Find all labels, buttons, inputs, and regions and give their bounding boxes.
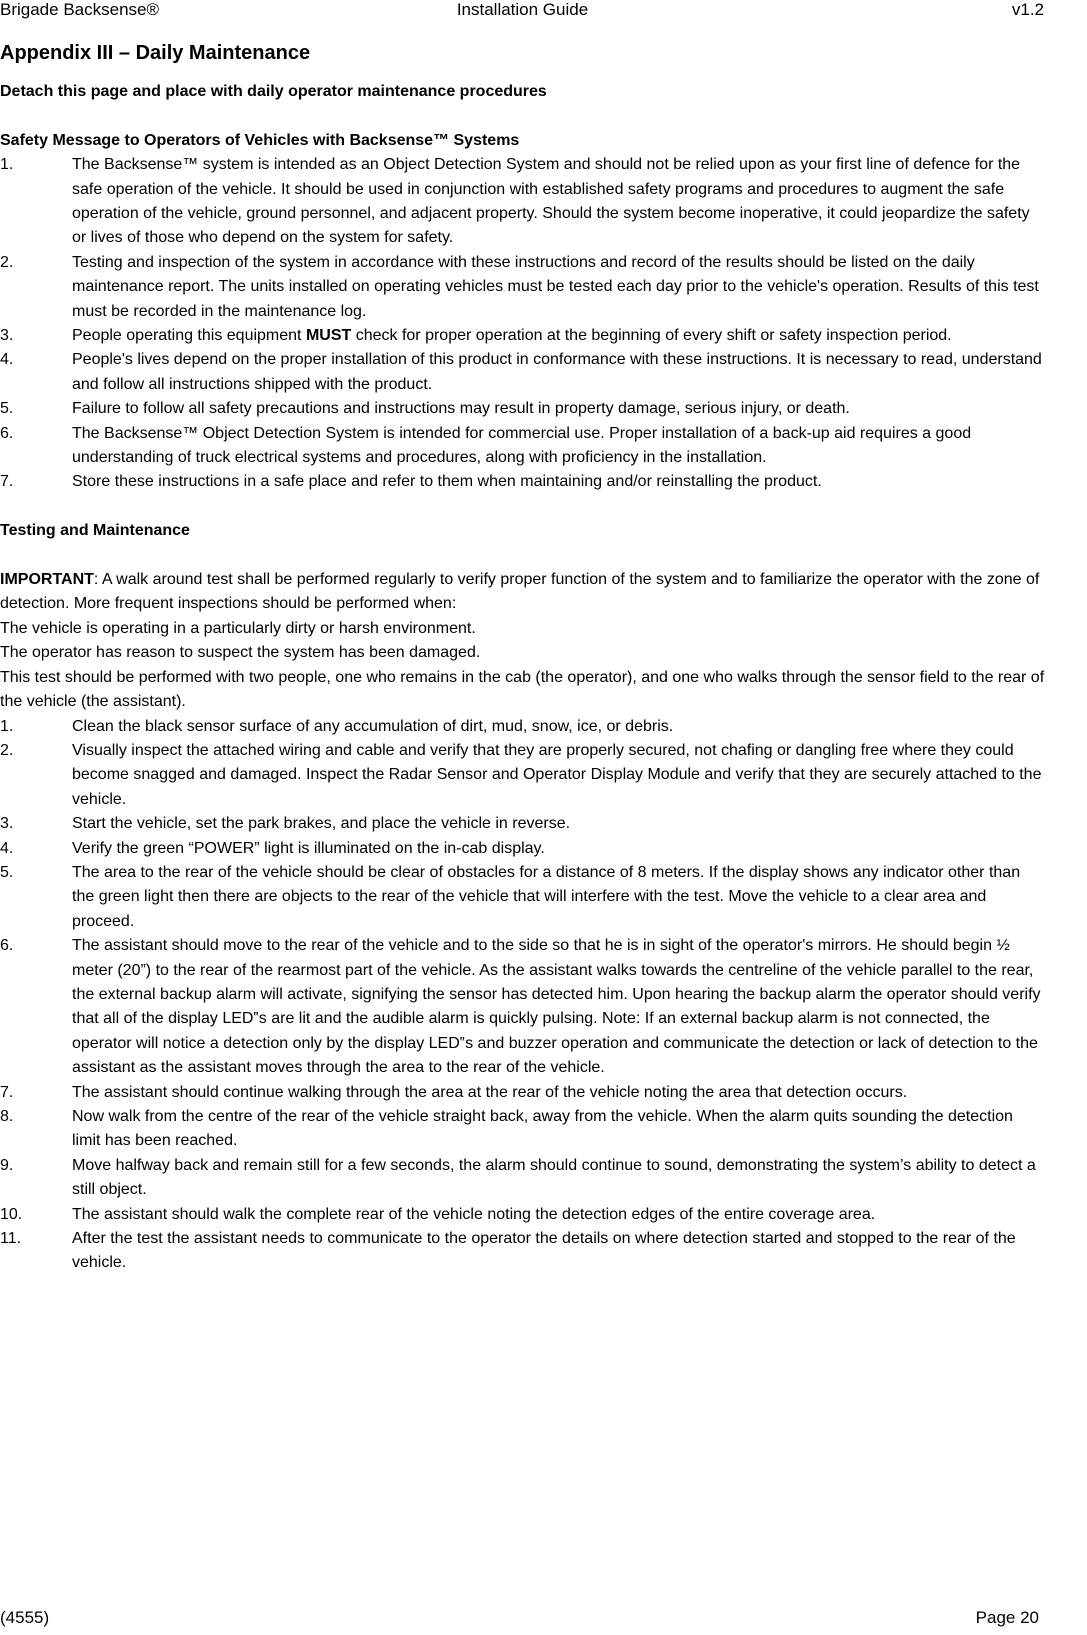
test-step: 2. Visually inspect the attached wiring and cable and verify that they are properly secured, not chafing or dangling free where they could become snagged and damaged. Inspect the Radar Sensor and Operator Display Module and verify that they are securely attached to the vehicle.: [0, 741, 1042, 808]
condition-line: The operator has reason to suspect the system has been damaged.: [0, 644, 481, 662]
test-step: 9. Move halfway back and remain still for a few seconds, the alarm should continue to sound, demonstrating the system’s ability to detect a still object.: [0, 1156, 1036, 1199]
page-content: [0, 40, 1045, 1276]
testing-heading: Testing and Maintenance: [0, 522, 190, 540]
safety-heading: Safety Message to Operators of Vehicles with Backsense™ Systems: [0, 131, 520, 149]
footer-page-number: Page 20: [975, 1608, 1039, 1627]
test-step: 5. The area to the rear of the vehicle should be clear of obstacles for a distance of 8 meters. If the display shows any indicator other than the green light then there are objects to the rear of the vehicle that will interfere with the test. Move the vehicle to a clear area and proceed.: [0, 863, 1021, 930]
footer-doc-number: (4555): [0, 1608, 50, 1627]
safety-list: [0, 153, 1045, 495]
test-step: 1. Clean the black sensor surface of any accumulation of dirt, mud, snow, ice, or debris.: [0, 717, 674, 735]
safety-item: 1. The Backsense™ system is intended as an Object Detection System and should not be relied upon as your first line of defence for the safe operation of the vehicle. It should be used in conjunction with established safety programs and procedures to augment the safe operation of the vehicle, ground personnel, and adjacent property. Should the system become inoperative, it could jeopardize the safety or lives of those who depend on the system for safety.: [0, 156, 1030, 247]
page-footer: [0, 1608, 1045, 1632]
test-step: 4. Verify the green “POWER” light is illuminated on the in-cab display.: [0, 839, 545, 857]
safety-item: 3. People operating this equipment MUST check for proper operation at the beginning of every shift or safety inspection period.: [0, 327, 952, 345]
safety-item: 6. The Backsense™ Object Detection System is intended for commercial use. Proper installation of a back-up aid requires a good understanding of truck electrical systems and procedures, along with proficiency in the installation.: [0, 424, 972, 467]
header-product-name: Brigade Backsense®: [0, 0, 160, 19]
safety-item: 2. Testing and inspection of the system in accordance with these instructions and record of the results should be listed on the daily maintenance report. The units installed on operating vehicles must be tested each day prior to the vehicle's operation. Results of this test must be recorded in the maintenance log.: [0, 253, 1039, 320]
safety-item: 5. Failure to follow all safety precautions and instructions may result in property damage, serious injury, or death.: [0, 400, 850, 418]
page-title: Appendix III – Daily Maintenance: [0, 42, 311, 64]
test-step: 7. The assistant should continue walking through the area at the rear of the vehicle noting the area that detection occurs.: [0, 1083, 908, 1101]
header-version: v1.2: [1011, 0, 1044, 19]
test-step: 8. Now walk from the centre of the rear of the vehicle straight back, away from the vehicle. When the alarm quits sounding the detection limit has been reached.: [0, 1108, 1013, 1150]
test-step: 11. After the test the assistant needs to communicate to the operator the details on where detection started and stopped to the rear of the vehicle.: [0, 1230, 1016, 1272]
test-step: 10. The assistant should walk the complete rear of the vehicle noting the detection edges of the entire coverage area.: [0, 1205, 876, 1223]
test-step: 3. Start the vehicle, set the park brakes, and place the vehicle in reverse.: [0, 815, 571, 833]
condition-line: This test should be performed with two people, one who remains in the cab (the operator), and one who walks through the sensor field to the rear of the vehicle (the assistant).: [0, 668, 1045, 711]
page-header: [0, 0, 1045, 24]
condition-line: The vehicle is operating in a particularly dirty or harsh environment.: [0, 619, 476, 637]
header-doc-title: Installation Guide: [456, 0, 589, 19]
important-paragraph: IMPORTANT: A walk around test shall be performed regularly to verify proper function of the system and to familiarize the operator with the zone of detection. More frequent inspections should be performed when:: [0, 571, 1040, 613]
safety-item: 4. People's lives depend on the proper installation of this product in conformance with these instructions. It is necessary to read, understand and follow all instructions shipped with the product.: [0, 351, 1042, 393]
detach-note: Detach this page and place with daily operator maintenance procedures: [0, 83, 547, 100]
safety-item: 7. Store these instructions in a safe place and refer to them when maintaining and/or reinstalling the product.: [0, 473, 822, 491]
testing-steps: [0, 715, 1045, 1276]
test-step: 6. The assistant should move to the rear of the vehicle and to the side so that he is in sight of the operator's mirrors. He should begin ½ meter (20”) to the rear of the rearmost part of the vehicle. As the assistant walks towards the centreline of the vehicle parallel to the rear, the external backup alarm will activate, signifying the sensor has detected him. Upon hearing the backup alarm the operator should verify that all of the display LED‟s are lit and the audible alarm is quickly pulsing. Note: If an external backup alarm is not connected, the operator will notice a detection only by the display LED‟s and buzzer operation and communicate the detection or lack of detection to the assistant as the assistant moves through the area to the rear of the vehicle.: [0, 937, 1041, 1077]
